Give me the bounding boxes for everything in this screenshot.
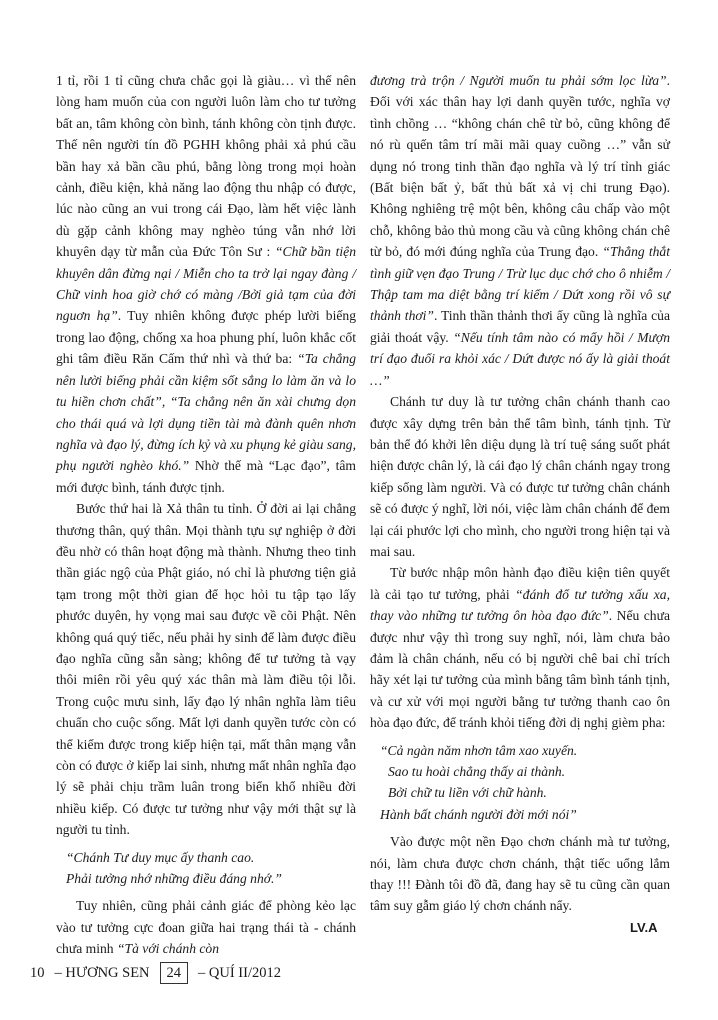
paragraph — [56, 895, 356, 959]
quote-span: “Thẳng thắt tình giữ vẹn đạo Trung / Trừ lục dục chớ cho ô nhiễm / Thập tam ma diệt bằng trí kiếm / Dứt xong rồi vô sự thảnh thơi” — [370, 244, 670, 324]
quote-span: đương trà trộn / Người muốn tu phải sớm lọc lừa” — [370, 73, 667, 88]
paragraph: Bước thứ hai là Xả thân tu tỉnh. Ở đời ai lại chẳng thương thân, quý thân. Mọi thành tựu sự nghiệp ở đời đều nhờ có thân hoạt động mà thành. Nhưng theo tinh thần giác ngộ của Phật giáo, nó chỉ là phương tiện giả tạm trong một thời gian để học hỏi tu tập tạo lấy phước duyên, hy vọng mai sau được về cõi Phật. Nên không quá quý tiếc, nếu phải hy sinh để làm được điều đạo nghĩa cũng sẵn sàng; không để tư tưởng tà vạy thôi miên rồi yêu quý xác thân mà làm điều tội lỗi. Trong cuộc mưu sinh, lấy đạo lý nhân nghĩa làm tiêu chuẩn cho cuộc sống. Mất lợi danh quyền tước còn có thể kiếm được trong kiếp hiện tại, mất thân mạng vẫn còn có được ở kiếp lai sinh, nhưng mất nhân nghĩa đạo lý sẽ phải chịu trầm luân trong biển khổ nhiều đời nhiều kiếp. Có được tư tưởng như vậy mới thật sự là người tu tỉnh. — [56, 501, 356, 838]
text-span: Tuy nhiên, cũng phải cảnh giác để phòng kẻo lạc vào tư tưởng cực đoan giữa hai trạng thái tà - chánh chưa minh — [56, 898, 356, 957]
verse-line: Hành bất chánh người đời mới nói” — [380, 806, 577, 822]
text-span: . Tuy nhiên không được phép lười biếng trong lao động, chống xa hoa phung phí, luôn khắc cốt ghi tâm điều Răn Cấm thứ nhì và thứ ba: — [56, 308, 357, 367]
quote-span: “Chữ bần tiện khuyên dân đừng nại / Miễn cho ta trở lại ngay đàng / Chữ vinh hoa giờ chớ có màng /Bởi giả tạm của đời nguơn hạ” — [56, 244, 356, 324]
text-span: Từ bước nhập môn hành đạo điều kiện tiên quyết là cải tạo tư tưởng, phải — [370, 565, 670, 602]
verse-line: Phải tưởng nhớ những điều đáng nhớ.” — [66, 871, 282, 887]
text-span: . Đối với xác thân hay lợi danh quyền tước, nghĩa vợ tình chồng … “không chán chê từ bỏ, cũng không để nó rù quến tâm trí mãi mãi quay cuồng …” vẫn sử dụng nó trong tinh thần đạo nghĩa và lý trí tỉnh giác (Bất biện bất ỷ, bất thủ bất xả vị chi trung Đạo). Không nghiêng trệ một bên, không câu chấp vào một chỗ, không bảo thủ mong cầu và cũng không chán chê từ bỏ, đó mới đúng nghĩa của Trung đạo. — [370, 73, 670, 260]
magazine-name: – HƯƠNG SEN — [54, 964, 150, 981]
author-signature: LV.A — [630, 920, 658, 935]
left-column — [56, 70, 356, 960]
text-span: . Nếu chưa được như vậy thì trong suy nghĩ, nói, làm chưa bảo đảm là chân chánh, nếu có bị người chê bai chỉ trích hãy xét lại tư tưởng của mình bằng tâm bình tánh tịnh, và cư xử với mọi người bằng tư tưởng thanh cao ôn hòa đạo đức, để tránh khỏi tiếng đời dị nghị gièm pha: — [370, 608, 670, 731]
quote-span: “Nếu tính tâm nào có mẩy hồi / Mượn trí đạo đuổi ra khỏi xác / Dứt được nó ấy là giải thoát …” — [370, 329, 670, 388]
issue-number-box: 24 — [160, 962, 189, 984]
issue-period: – QUÍ II/2012 — [198, 964, 281, 981]
page-footer — [30, 960, 281, 986]
verse-line: Sao tu hoài chẳng thấy ai thành. — [388, 764, 566, 779]
quote-span: “Ta chẳng nên lười biếng phải cần kiệm sốt sắng lo làm ăn và lo tu hiền chơn chất”, “Ta chẳng nên ăn xài chưng dọn cho thái quá và lợi dụng tiền tài mà đành quên nhơn nghĩa và đạo lý, đừng ích kỷ và xu phụng kẻ giàu sang, phụ người nghèo khó.” — [56, 351, 357, 474]
verse-quote — [380, 740, 670, 826]
quote-span: “đánh đổ tư tưởng xấu xa, thay vào những tư tưởng ôn hòa đạo đức” — [370, 586, 671, 624]
paragraph: Vào được một nền Đạo chơn chánh mà tư tưởng, nói, làm chưa được chơn chánh, thật tiếc uổng lắm thay !!! Đành tôi đồ đã, đang hay sẽ tu cũng cần quan tâm suy gẫm giáo lý chơn chánh nẩy. — [370, 834, 670, 914]
paragraph — [370, 70, 670, 391]
verse-line: “Chánh Tư duy mục ấy thanh cao. — [66, 849, 255, 865]
verse-quote — [66, 847, 356, 890]
text-span: . Tinh thần thảnh thơi ấy cũng là nghĩa của giải thoát vậy. — [370, 308, 671, 345]
paragraph — [56, 70, 356, 498]
paragraph — [370, 562, 670, 733]
text-span: 1 tỉ, rồi 1 tỉ cũng chưa chắc gọi là giàu… vì thế nên lòng ham muốn của con người luôn làm cho tư tưởng bất an, tâm không còn bình, tánh không còn tịnh được. Thế nên người tín đồ PGHH không phải xả phú cầu bần hay xả bần cầu phú, bằng lòng trong mọi hoàn cảnh, điều kiện, khả năng lao động thu nhập có được, lúc nào cũng an vui trong cái Đạo, làm hết việc lành dù gặp cảnh không may nghèo túng vẫn nhớ lời khuyên dạy từ mẫn của Đức Tôn Sư : — [56, 73, 356, 260]
paragraph: Chánh tư duy là tư tưởng chân chánh thanh cao được xây dựng trên bản thể tâm bình, tánh tịnh. Từ bản thể đó khởi lên diệu dụng là trí tuệ sáng suốt phát hiện được chân lý, là cái đạo lý chân chánh ngay trong kiếp sống làm người. Và có được tư tưởng chân chánh sẽ có được ý nghĩ, lời nói, việc làm chân chánh để đem lại cái phước lợi cho mình, cho người trong hiện tại và mai sau. — [370, 394, 670, 559]
text-span: Nhờ thế mà “Lạc đạo”, tâm mới được bình, tánh được tịnh. — [56, 458, 356, 495]
quote-span: “Tà với chánh còn — [116, 941, 220, 957]
verse-line: “Cả ngàn năm nhơn tâm xao xuyến. — [380, 742, 578, 758]
verse-line: Bởi chữ tu liền với chữ hành. — [388, 785, 547, 801]
page-number: 10 — [30, 964, 45, 981]
right-column — [370, 70, 670, 917]
